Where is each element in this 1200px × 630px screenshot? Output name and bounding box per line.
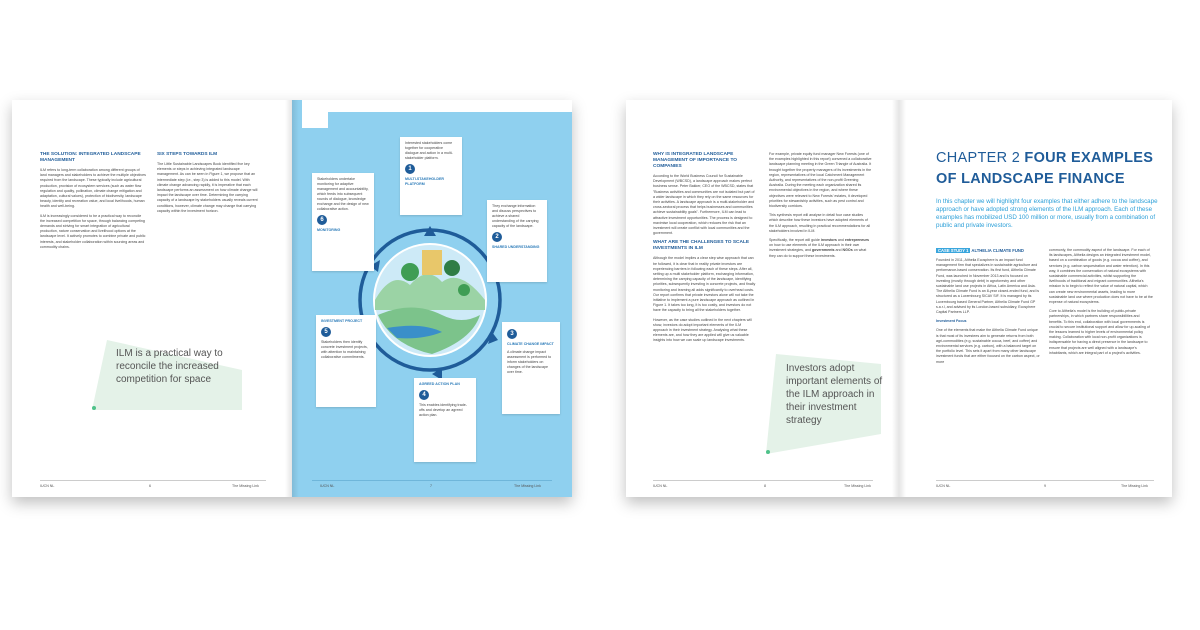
- page-fold: [285, 100, 299, 497]
- heading-challenges: WHAT ARE THE CHALLENGES TO SCALE INVESTMENTS IN ILM: [653, 240, 750, 252]
- text-entrepreneurs: entrepreneurs: [844, 238, 870, 243]
- subheading-investment-focus: Investment Focus: [936, 319, 967, 324]
- paragraph: The Little Sustainable Landscapes Book identified five key elements or steps in achieving integrated landscape management. As can be seen in Figure 1, we propose that an intermediate step (i.e., step 3) is added to this model. With climate change advancing rapidly, it is imperative that each landscape performs an assessment on how climate change will impact the landscape over time. Determining the carrying capacity of a landscape by stakeholders usually reveals current conditions, however, climate change may change that carrying capacity within the investment horizon.: [157, 162, 258, 213]
- chapter-number: CHAPTER 2: [936, 150, 1025, 166]
- page-number: 7: [430, 484, 432, 488]
- step-1-number: 1: [405, 164, 415, 174]
- page9-col2: [1049, 248, 1153, 360]
- page-number: 8: [764, 484, 766, 488]
- quote-dot: [766, 450, 770, 454]
- step-5-label: INVESTMENT PROJECT: [321, 319, 363, 323]
- page-fold: [892, 100, 906, 497]
- page-8: [626, 100, 899, 497]
- case-study-title: ALTHELIA CLIMATE FUND: [970, 248, 1024, 253]
- step-card-1: [400, 137, 462, 215]
- spread-left: [12, 100, 572, 497]
- page6-col2: [157, 152, 262, 218]
- step-2-number: 2: [492, 232, 502, 242]
- spread-right: [626, 100, 1172, 497]
- page9-col1: [936, 248, 1040, 369]
- page-number: 6: [149, 484, 151, 488]
- heading-six-steps: SIX STEPS TOWARDS ILM: [157, 152, 218, 157]
- footer-title: The Missing Link: [232, 484, 259, 488]
- step-card-6: [312, 173, 374, 271]
- step-5-text: Stakeholders then identify concrete investment projects, with attention to maintaining collaborative commitments.: [321, 340, 368, 359]
- step-5-number: 5: [321, 327, 331, 337]
- page-number: 9: [1044, 484, 1046, 488]
- paragraph: According to the World Business Council for Sustainable Development (WBCSD), a landscape approach makes perfect business sense. Peter Bakker, CEO of the WBCSD, states that "Business activities and communities are not isolated but part of a wider landscape in which they rely on the same resources for their activities. A landscape approach is a multi-stakeholder and cross-sectoral process that helps businesses and communities achieve sustainability goals". Furthermore, ILM can lead to attractive investment opportunities. The process is designed to maximise local cooperation, which reduces the risk that an investment will create conflict with local communities and the government.: [653, 174, 755, 236]
- text-run: and: [834, 248, 843, 253]
- step-2-text: They exchange information and discuss perspectives to achieve a shared understanding of the carrying capacity of the landscape.: [492, 204, 539, 228]
- text-run: on how to use elements of the ILM approach in their own investment strategies, and: [769, 243, 860, 253]
- paragraph: Core to Althelia's model is the building of public-private partnerships, in which partners share responsibilities and benefits. To this end, collaboration with local governments is crucial to secure institutional support and allow for up-scaling of the lessons learned to higher levels of environmental policy making. Collaboration with local non-profit organizations is indispensable for having a direct presence in the landscape to ensure that projects are well aligned with a landscape's inhabitants, which are integral part of a project's activities.: [1049, 309, 1150, 355]
- paragraph: ILM is increasingly considered to be a practical way to reconcile the increased competition for space, through balancing competing demands and striving for smart integration of agricultural production, nature conservation and livelihood options at the landscape level. It actively promotes to combine private and public interests, and stakeholder collaboration within sourcing areas and commodity chains.: [40, 213, 146, 249]
- pull-quote: Investors adopt important elements of the ILM approach in their investment strategy: [786, 363, 883, 426]
- paragraph: commonly, the commodity aspect of the landscape. For each of its landscapes, Althelia designs an integrated investment model, based on a combination of goods (e.g. cocoa and coffee), and services (e.g. carbon sequestration and water retention). In this way, it combines the conservation of natural ecosystems with sustainable commercial activities, whilst supporting the livelihoods of traditional and migrant communities. Althelia's mission is to begin to reflect the value of natural capital, which can create new environmental assets, leading to more sustainable land use where production does not have to be at the expense of natural ecosystems.: [1049, 248, 1153, 305]
- step-2-label: SHARED UNDERSTANDING: [492, 245, 540, 249]
- footer-publisher: IUCN NL: [40, 484, 55, 488]
- step-6-label: MONITORING: [317, 228, 341, 232]
- footer-publisher: IUCN NL: [653, 484, 668, 488]
- text-run: Specifically, the report will guide: [769, 238, 821, 243]
- page8-col2: [769, 152, 873, 263]
- page8-col1: [653, 152, 757, 348]
- page6-col1: [40, 152, 147, 254]
- page-7: [292, 100, 572, 497]
- paragraph-guidance: [769, 238, 873, 259]
- footer-title: The Missing Link: [844, 484, 871, 488]
- step-4-text: This enables identifying trade-offs and develop an agreed action plan.: [419, 403, 467, 417]
- chapter-name: FOUR EXAMPLES OF LANDSCAPE FINANCE: [936, 150, 1154, 187]
- paragraph: One of the elements that make the Althelia Climate Fund unique is that most of its investees aim to generate returns from both agri-commodities (e.g. sustainable cocoa, beef, and coffee) and environmental services (e.g. carbon), with a balanced target on the portfolio level. This sets it apart from many other landscape investment funds that are either focused on the carbon aspect, or more: [936, 328, 1040, 364]
- step-1-text: Interested stakeholders come together for cooperative dialogue and action in a multi-stakeholder platform.: [405, 141, 453, 160]
- heading-solution-ilm: THE SOLUTION: INTEGRATED LANDSCAPE MANAGEMENT: [40, 152, 141, 163]
- footer-publisher: IUCN NL: [936, 484, 951, 488]
- paragraph: For example, private equity fund manager New Forests (one of the examples highlighted in this report) convened a collaborative landscape planning meeting in the Green Triangle of Australia. It brought together the property managers of its investments in the region, representatives of the local Catchment Management Authority, and representatives of the non-profit Greening Australia. During the meeting each organization shared its environmental objectives in the region, and where these objectives were relevant to New Forests' estates, it developed priorities for stewardship activities, such as pest control and biodiversity corridors.: [769, 152, 872, 209]
- text-run: and: [836, 238, 845, 243]
- paragraph: However, as the case studies outlined in the next chapters will show, investors do adopt important elements of the ILM approach in their investment strategy. Analysing what these elements are, and how they are applied will give us valuable insights into how we can scale up landscape investments.: [653, 317, 752, 343]
- footer-rule: [40, 480, 266, 481]
- step-3-number: 3: [507, 329, 517, 339]
- page-6: [12, 100, 292, 497]
- step-1-label: MULTI-STAKEHOLDER PLATFORM: [405, 177, 444, 186]
- step-4-label: AGREED ACTION PLAN: [419, 382, 460, 386]
- footer-publisher: IUCN NL: [320, 484, 335, 488]
- step-4-number: 4: [419, 390, 429, 400]
- heading-why-ilm: WHY IS INTEGRATED LANDSCAPE MANAGEMENT OF IMPORTANCE TO COMPANIES: [653, 152, 738, 169]
- footer-title: The Missing Link: [514, 484, 541, 488]
- footer-rule: [653, 480, 873, 481]
- page-9: [899, 100, 1172, 497]
- footer-rule: [936, 480, 1154, 481]
- paragraph: This synthesis report will analyse in detail four case studies which describe how these investors have adopted elements of the ILM approach, resulting in practical recommendations for all stakeholders involved in ILM.: [769, 213, 871, 233]
- footer-rule: [312, 480, 552, 481]
- chapter-intro: In this chapter we will highlight four examples that either adhere to the landscape approach or have adopted strong elements of the ILM approach. Each of these examples has mobilized USD 100 million or more, usually from a combination of public and private investors.: [936, 198, 1158, 229]
- pull-quote: ILM is a practical way to reconcile the increased competition for space: [116, 348, 223, 385]
- step-card-5: [316, 315, 376, 407]
- paragraph: Although the model implies a clear step wise approach that can be followed, it is clear that in reality private investors are experiencing barriers in following each of these steps. After all, setting up a multi stakeholder platform, exchanging information, determining the carrying capacity of the landscape, identifying priorities, subsequently investing in concrete projects, and finally monitoring and learning all adds significantly to overhead costs. Our report confirms that private investors alone will not take the initiative to implement a pure landscape approach as outlined in Figure 1. It takes too long, it is too costly, and investors do not have the capacity to bring all the stakeholders together.: [653, 256, 756, 313]
- text-run: on what they can do to support these investments.: [769, 248, 867, 258]
- step-card-3: [502, 322, 560, 414]
- step-6-text: Stakeholders undertake monitoring for adaptive management and accountability, which feeds into subsequent rounds of dialogue, knowledge exchange and the design of new collaborative action.: [317, 177, 369, 211]
- chapter-title: [936, 148, 1161, 190]
- quote-dot: [92, 406, 96, 410]
- case-study-tag: CASE STUDY 1: [938, 248, 969, 253]
- step-3-text: A climate change impact assessment is performed to inform stakeholders on changes of the landscape over time.: [507, 350, 552, 374]
- step-6-number: 6: [317, 215, 327, 225]
- step-card-2: [487, 200, 547, 282]
- step-card-4: [414, 378, 476, 462]
- step-3-label: CLIMATE CHANGE IMPACT: [507, 342, 554, 346]
- paragraph: Founded in 2011, Althelia Ecosphere is an impact fund management firm that specializes in sustainable agriculture and performance-based conservation. Its first fund, Althelia Climate Fund, was launched in November 2013 and is focused on investing (mostly through debt) in agroforestry and other sustainable land use projects in Africa, Latin America and Asia. The Althelia Climate Fund is an 8-year closed-ended fund, and is structured as a Luxembourg SICAV SIF. It is managed by its Luxembourg based General Partner, Althelia Climate Fund GP s.a.r.l, and advised by its London-based subsidiary, Ecosphere Capital Partners LLP.: [936, 258, 1040, 315]
- text-governments: governments: [811, 248, 835, 253]
- case-study-heading: [936, 248, 1040, 254]
- footer-title: The Missing Link: [1121, 484, 1148, 488]
- paragraph: ILM refers to long-term collaboration among different groups of land managers and stakeholders to achieve the multiple objectives required from the landscape. These typically include agricultural production, provision of ecosystem services (such as water flow regulation and quality, pollination, climate change mitigation and adaptation, cultural values), protection of biodiversity, landscape beauty, identity and recreation value, and local livelihoods, human health and well-being.: [40, 168, 146, 209]
- text-investors: investors: [820, 238, 837, 243]
- text-ngos: NGOs: [842, 248, 853, 253]
